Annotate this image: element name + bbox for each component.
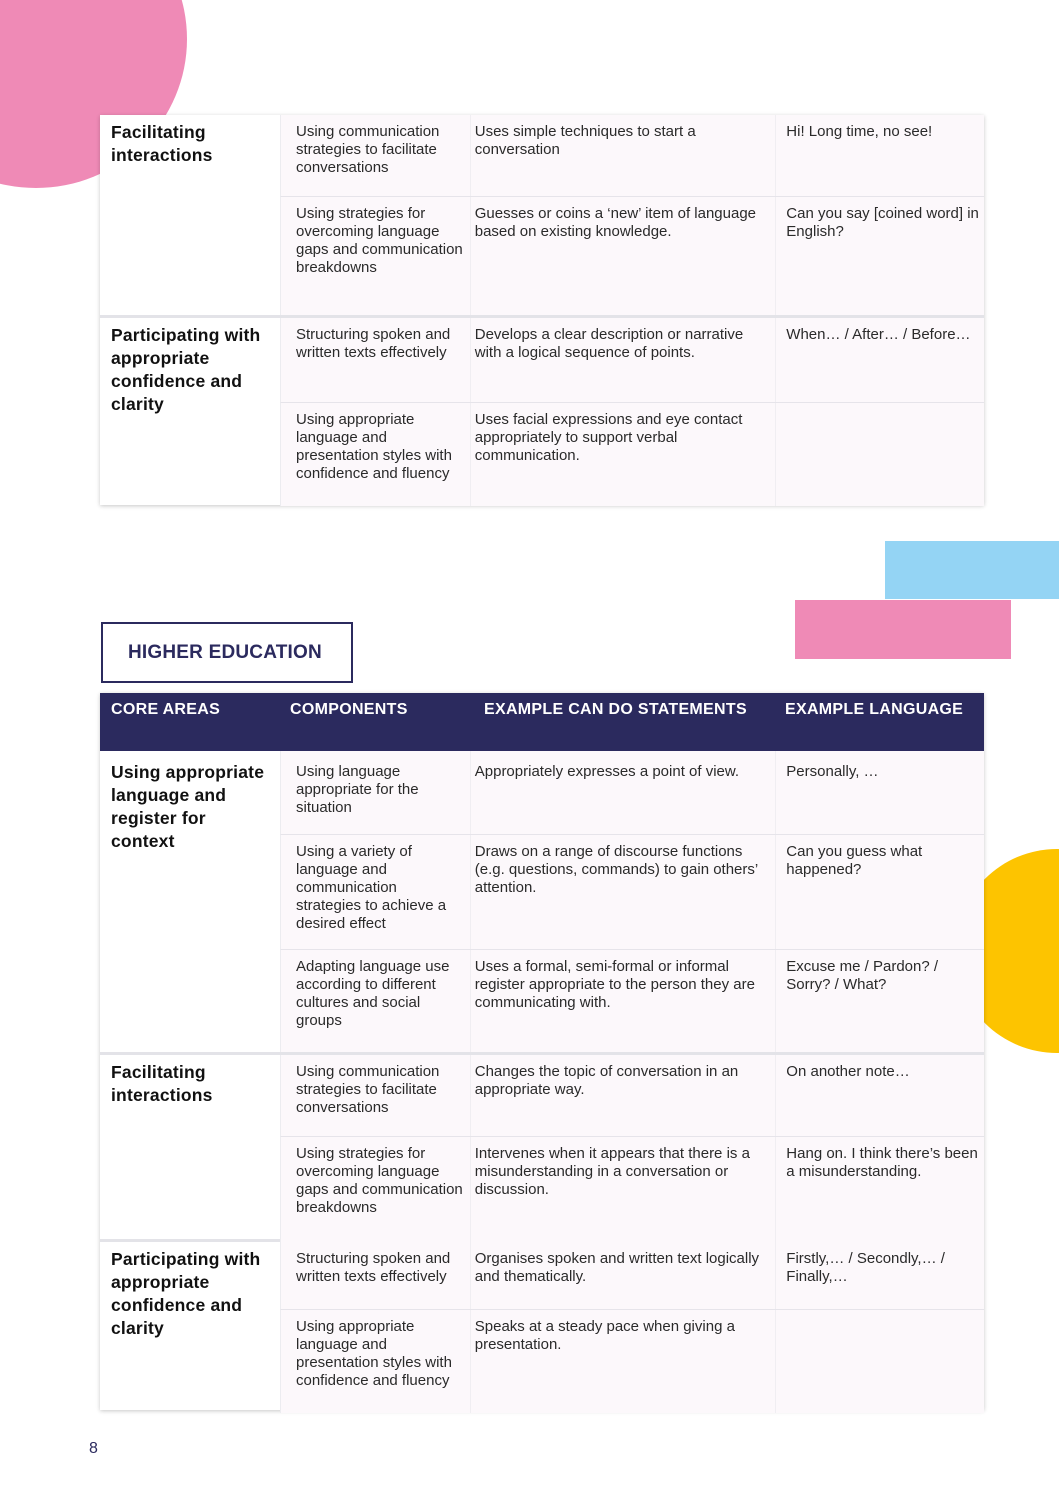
- language-cell: On another note…: [775, 1055, 984, 1136]
- language-cell: Can you say [coined word] in English?: [775, 197, 984, 315]
- header-core-areas: CORE AREAS: [111, 701, 221, 718]
- language-cell: Firstly,… / Secondly,… / Finally,…: [775, 1242, 984, 1309]
- table-row: [280, 834, 984, 949]
- header-language: EXAMPLE LANGUAGE: [785, 701, 964, 718]
- table-row: [280, 115, 984, 196]
- statement-cell: Intervenes when it appears that there is a misunderstanding in a conversation or discussion.: [470, 1137, 776, 1242]
- decorative-blue-rectangle: [885, 541, 1059, 599]
- component-cell: Structuring spoken and written texts effectively: [296, 1250, 451, 1285]
- component-cell: Using appropriate language and presentation styles with confidence and fluency: [296, 411, 452, 482]
- language-cell: Hi! Long time, no see!: [775, 115, 984, 196]
- component-cell: Structuring spoken and written texts effectively: [296, 326, 451, 361]
- table-row: [280, 1309, 984, 1413]
- table-row: [280, 318, 984, 402]
- core-area-name: Facilitating interactions: [100, 115, 280, 315]
- language-cell: Excuse me / Pardon? / Sorry? / What?: [775, 950, 984, 1052]
- page-number: 8: [89, 1440, 98, 1457]
- language-cell: Hang on. I think there’s been a misunderstanding.: [775, 1137, 984, 1242]
- section-title: HIGHER EDUCATION: [128, 641, 322, 663]
- core-area-using-appropriate-language: [100, 751, 984, 1052]
- core-area-name: Participating with appropriate confidence and clarity: [100, 318, 280, 505]
- language-cell: [775, 403, 984, 506]
- component-cell: Adapting language use according to different cultures and social groups: [296, 958, 450, 1029]
- can-do-table-continued: [100, 115, 984, 505]
- core-area-name: Using appropriate language and register for context: [100, 751, 280, 1052]
- table-row: [280, 751, 984, 834]
- component-cell: Using communication strategies to facilitate conversations: [296, 123, 440, 176]
- statement-cell: Uses facial expressions and eye contact appropriately to support verbal communication.: [470, 403, 776, 506]
- core-area-facilitating-interactions: [100, 1052, 984, 1239]
- decorative-pink-rectangle: [795, 600, 1011, 659]
- header-statements: EXAMPLE CAN DO STATEMENTS: [484, 701, 747, 718]
- table-row: [280, 1055, 984, 1136]
- table-row: [280, 1242, 984, 1309]
- component-cell: Using appropriate language and presentation styles with confidence and fluency: [296, 1318, 452, 1389]
- core-area-participating: [100, 1239, 984, 1410]
- section-title-box: [101, 622, 353, 683]
- language-cell: Can you guess what happened?: [775, 835, 984, 949]
- statement-cell: Guesses or coins a ‘new’ item of language based on existing knowledge.: [470, 197, 776, 315]
- statement-cell: Draws on a range of discourse functions (e.g. questions, commands) to gain others’ attention.: [470, 835, 776, 949]
- core-area-facilitating-interactions: [100, 115, 984, 315]
- component-cell: Using language appropriate for the situation: [296, 763, 419, 816]
- statement-cell: Develops a clear description or narrative with a logical sequence of points.: [470, 318, 776, 402]
- language-cell: When… / After… / Before…: [775, 318, 984, 402]
- higher-education-table: [100, 693, 984, 1410]
- core-area-name: Facilitating interactions: [100, 1055, 280, 1239]
- statement-cell: Appropriately expresses a point of view.: [470, 751, 776, 834]
- language-cell: Personally, …: [775, 751, 984, 834]
- table-row: [280, 402, 984, 506]
- component-cell: Using communication strategies to facilitate conversations: [296, 1063, 440, 1116]
- statement-cell: Uses a formal, semi-formal or informal register appropriate to the person they are communicating with.: [470, 950, 776, 1052]
- statement-cell: Uses simple techniques to start a conversation: [470, 115, 776, 196]
- statement-cell: Organises spoken and written text logically and thematically.: [470, 1242, 776, 1309]
- header-components: COMPONENTS: [290, 701, 408, 718]
- component-cell: Using strategies for overcoming language gaps and communication breakdowns: [296, 1145, 463, 1216]
- table-row: [280, 196, 984, 315]
- component-cell: Using a variety of language and communication strategies to achieve a desired effect: [296, 843, 447, 932]
- core-area-name: Participating with appropriate confidence and clarity: [100, 1242, 280, 1410]
- table-row: [280, 949, 984, 1052]
- statement-cell: Speaks at a steady pace when giving a presentation.: [470, 1310, 776, 1413]
- component-cell: Using strategies for overcoming language gaps and communication breakdowns: [296, 205, 463, 276]
- table-row: [280, 1136, 984, 1242]
- statement-cell: Changes the topic of conversation in an appropriate way.: [470, 1055, 776, 1136]
- language-cell: [775, 1310, 984, 1413]
- core-area-participating: [100, 315, 984, 505]
- table-header: [100, 693, 984, 751]
